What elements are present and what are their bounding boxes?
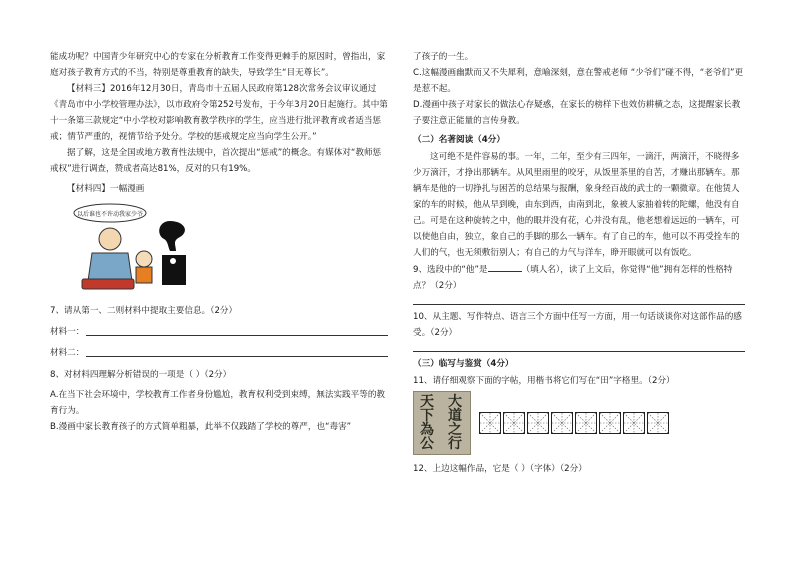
calligraphy-sample	[413, 391, 471, 455]
section-two-heading: （二）名著阅读（4分）	[413, 135, 505, 145]
reading-passage: 这可绝不是件容易的事。一年，二年，至少有三四年，一滴汗，两滴汗，不晓得多少万滴汗，才挣出那辆车。从风里雨里的咬牙，从饭里茶里的自苦，才赚出那辆车。那辆车是他的一切挣扎与困苦的总结果与报酬，象身经百战的武士的一颗微章。在他赁人家的车的时候，他从早到晚，由东到西，由南到北，象被人家抽着转的陀螺，他没有自己。可是在这种旋转之中，他的眼并没有花，心并没有乱，他老想着远远的一辆车，可以使他自由，独立，象自己的手脚的那么一辆车。有了自己的车，他可以不再受拴车的人们的气，也无须敷衍别人；有自己的力气与洋车，睁开眼就可以有饭吃。	[413, 152, 740, 258]
tian-grid-box[interactable]	[623, 412, 645, 434]
calligraphy-char: 為	[420, 422, 434, 438]
question-12: 12、上边这幅作品，它是（ ）（字体）（2分）	[413, 464, 587, 474]
question-10-answer-line[interactable]	[413, 341, 745, 352]
question-11: 11、请仔细观察下面的字帖，用楷书将它们写在“田”字格里。（2分）	[413, 376, 675, 386]
calligraphy-char: 天	[420, 394, 434, 410]
question-10: 10、从主题、写作特点、语言三个方面中任写一方面，用一句话谈谈你对这部作品的感受。（2分）	[413, 312, 742, 338]
material-one-answer-line[interactable]	[86, 334, 388, 336]
tian-grid-box[interactable]	[575, 412, 597, 434]
calligraphy-char: 公	[420, 436, 434, 452]
tian-grid-box[interactable]	[503, 412, 525, 434]
material-two-label: 材料二：	[50, 348, 85, 358]
right-column	[413, 0, 745, 477]
calligraphy-char: 下	[420, 408, 434, 424]
section-three-heading: （三）临写与鉴赏（4分）	[413, 359, 514, 369]
tian-grid-box[interactable]	[479, 412, 501, 434]
calligraphy-char: 行	[448, 436, 462, 452]
tian-grid-box[interactable]	[551, 412, 573, 434]
tian-grid-box[interactable]	[647, 412, 669, 434]
question-9-prefix: 9、选段中的“他”是	[413, 265, 488, 275]
calligraphy-char: 道	[448, 408, 462, 424]
tian-grid-box[interactable]	[527, 412, 549, 434]
option-d: D.漫画中孩子对家长的做法心存疑惑，在家长的榜样下也效仿耕横之态，这提醒家长教子要注意正能量的言传身教。	[413, 100, 741, 126]
material-one-answer[interactable]	[50, 319, 388, 340]
tian-grid-row	[479, 412, 671, 434]
material-two-answer-line[interactable]	[86, 355, 388, 357]
material-four-label: 【材料四】一幅漫画	[67, 184, 145, 194]
option-b: B.漫画中家长教育孩子的方式简单粗暴，此举不仅践踏了学校的尊严，也“毒害”	[50, 422, 352, 432]
question-9	[413, 261, 745, 294]
question-8: 8、对材料四理解分析错误的一项是（ ）（2分）	[50, 370, 232, 380]
question-7: 7、请从第一、二则材料中提取主要信息。（2分）	[50, 306, 238, 316]
left-column	[50, 0, 388, 435]
passage-material-one-end: 能成功呢？中国青少年研究中心的专家在分析教育工作变得更棘手的原因时，曾指出，家庭对孩子教育方式的不当，特别是尊重教育的缺失，导致学生“目无尊长”。	[50, 52, 386, 78]
material-one-label: 材料一：	[50, 327, 85, 337]
material-two-answer[interactable]	[50, 340, 388, 361]
calligraphy-char: 大	[448, 394, 462, 410]
option-a: A.在当下社会环境中，学校教育工作者身份尴尬，教育权利受到束缚，無法实践平等的教育行为。	[50, 390, 386, 416]
question-9-answer-line[interactable]	[413, 294, 745, 305]
material-three-note: 据了解，这是全国或地方教育性法规中，首次提出“惩戒”的概念。有媒体对“教师惩戒权”进行调查，赞成者高达81%，反对的只有19%。	[50, 148, 382, 174]
calligraphy-section	[413, 391, 745, 455]
calligraphy-char: 之	[448, 422, 462, 438]
cartoon-caption: 以后谁也不许动我家少爷	[76, 211, 144, 218]
question-9-blank[interactable]	[488, 261, 522, 272]
tian-grid-box[interactable]	[599, 412, 621, 434]
option-c: C.这幅漫画幽默而又不失犀利，意喻深刻，意在警戒老师 “少爷们”碰不得，“老爷们”更是惹不起。	[413, 68, 744, 94]
question-9-suffix: （填人名），读了上文后，你觉得“他”拥有怎样的性格特点？（2分）	[413, 265, 733, 291]
cartoon-image	[72, 201, 202, 297]
option-b-end: 了孩子的一生。	[413, 52, 474, 62]
material-three: 【材料三】2016年12月30日，青岛市十五届人民政府第128次常务会议审议通过《青岛市中小学校管理办法》，以市政府令第252号发布，于今年3月20日起施行。其中第十一条第三款规定“中小学校对影响教育教学秩序的学生，应当进行批评教育或者适当惩戒；情节严重的，视情节给予处分。学校的惩戒规定应当向学生公开。”	[50, 84, 388, 142]
